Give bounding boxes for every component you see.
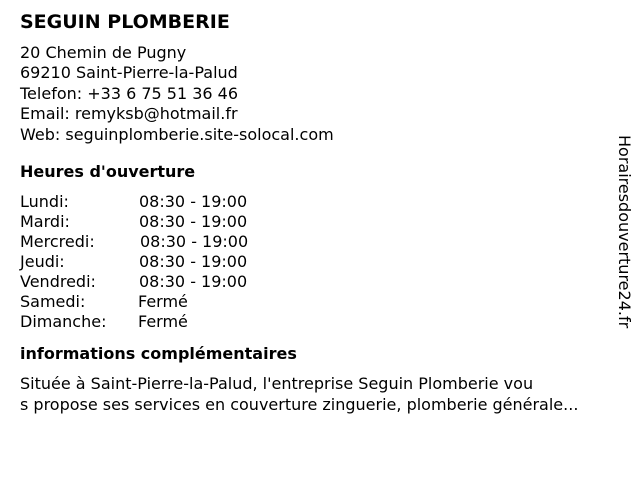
hours-time: 08:30 - 19:00 — [139, 192, 248, 212]
hours-day: Vendredi: — [20, 272, 96, 292]
web-line: Web: seguinplomberie.site-solocal.com — [20, 124, 334, 144]
business-card — [20, 10, 620, 415]
hours-row — [20, 212, 620, 232]
email-line: Email: remyksb@hotmail.fr — [20, 104, 238, 124]
address-line-1: 20 Chemin de Pugny — [20, 43, 187, 62]
opening-hours-table — [20, 192, 620, 332]
opening-hours-title: Heures d'ouverture — [20, 162, 196, 182]
hours-time: 08:30 - 19:00 — [139, 252, 248, 272]
hours-row — [20, 252, 620, 272]
site-watermark: Horairesdouverture24.fr — [615, 135, 634, 329]
hours-time: 08:30 - 19:00 — [139, 272, 248, 292]
hours-day: Mardi: — [20, 212, 70, 232]
hours-day: Mercredi: — [20, 232, 95, 252]
hours-time: Fermé — [138, 292, 188, 312]
hours-time: 08:30 - 19:00 — [139, 212, 248, 232]
hours-day: Samedi: — [20, 292, 86, 312]
additional-info-line-1: Située à Saint-Pierre-la-Palud, l'entreprise Seguin Plomberie vou — [20, 374, 534, 394]
hours-day: Jeudi: — [20, 252, 65, 272]
hours-row — [20, 192, 620, 212]
hours-row — [20, 292, 620, 312]
hours-time: 08:30 - 19:00 — [140, 232, 249, 252]
hours-time: Fermé — [138, 312, 188, 332]
phone-line: Telefon: +33 6 75 51 36 46 — [20, 83, 239, 103]
additional-info-title: informations complémentaires — [20, 344, 297, 364]
hours-day: Lundi: — [20, 192, 69, 212]
hours-row — [20, 272, 620, 292]
hours-row — [20, 232, 620, 252]
company-name: SEGUIN PLOMBERIE — [20, 11, 230, 33]
hours-day: Dimanche: — [20, 312, 107, 332]
address-line-2: 69210 Saint-Pierre-la-Palud — [20, 63, 238, 83]
hours-row — [20, 312, 620, 332]
additional-info-line-2: s propose ses services en couverture zinguerie, plomberie générale... — [20, 394, 579, 414]
